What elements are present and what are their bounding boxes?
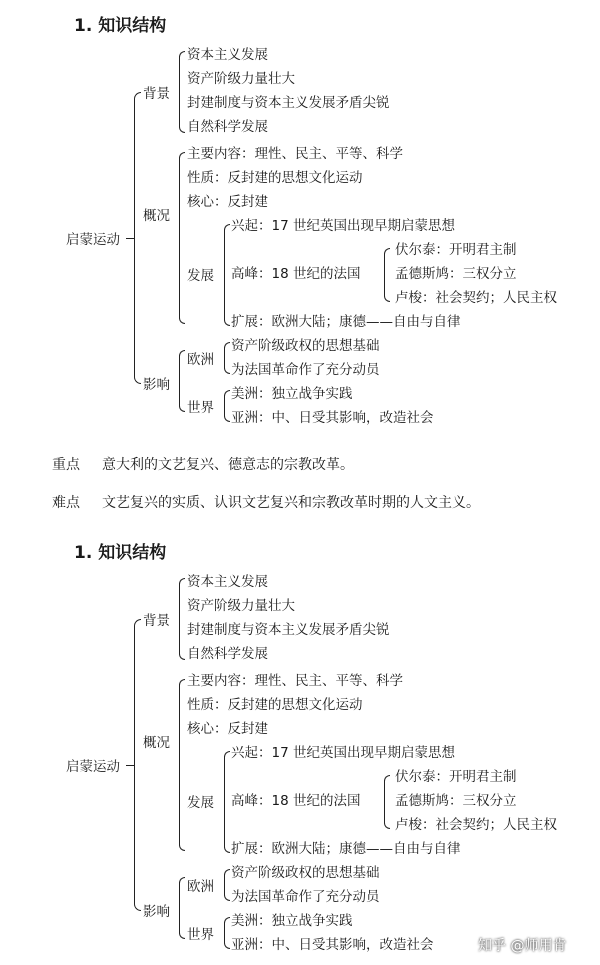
influence-brace bbox=[179, 350, 185, 412]
world-item: 美洲：独立战争实践 bbox=[231, 913, 353, 929]
figures-brace bbox=[384, 775, 390, 829]
development-expansion: 扩展：欧洲大陆；康德——自由与自律 bbox=[231, 314, 461, 330]
world-label: 世界 bbox=[187, 927, 214, 943]
thinker-item: 孟德斯鸠：三权分立 bbox=[395, 793, 517, 809]
section-heading: 1. 知识结构 bbox=[74, 543, 167, 563]
difficult-point-text: 文艺复兴的实质、认识文艺复兴和宗教改革时期的人文主义。 bbox=[102, 495, 480, 511]
overview-item: 性质：反封建的思想文化运动 bbox=[187, 697, 363, 713]
background-label: 背景 bbox=[143, 613, 170, 629]
development-rise: 兴起：17 世纪英国出现早期启蒙思想 bbox=[231, 745, 455, 761]
overview-brace bbox=[179, 679, 185, 851]
background-item: 封建制度与资本主义发展矛盾尖锐 bbox=[187, 95, 390, 111]
figures-brace bbox=[384, 248, 390, 302]
watermark: 知乎 @师用肯 bbox=[478, 938, 567, 954]
thinker-item: 伏尔泰：开明君主制 bbox=[395, 242, 517, 258]
background-item: 自然科学发展 bbox=[187, 119, 268, 135]
root-brace bbox=[134, 92, 141, 384]
overview-item: 主要内容：理性、民主、平等、科学 bbox=[187, 673, 403, 689]
influence-brace bbox=[179, 877, 185, 939]
europe-item: 为法国革命作了充分动员 bbox=[231, 889, 380, 905]
europe-label: 欧洲 bbox=[187, 879, 214, 895]
development-peak: 高峰：18 世纪的法国 bbox=[231, 266, 361, 282]
world-item: 亚洲：中、日受其影响，改造社会 bbox=[231, 937, 434, 953]
development-expansion: 扩展：欧洲大陆；康德——自由与自律 bbox=[231, 841, 461, 857]
root-brace-cusp bbox=[126, 765, 135, 766]
world-item: 美洲：独立战争实践 bbox=[231, 386, 353, 402]
influence-label: 影响 bbox=[143, 904, 170, 920]
background-item: 资本主义发展 bbox=[187, 47, 268, 63]
overview-item: 核心：反封建 bbox=[187, 194, 268, 210]
background-item: 自然科学发展 bbox=[187, 646, 268, 662]
background-item: 封建制度与资本主义发展矛盾尖锐 bbox=[187, 622, 390, 638]
development-brace bbox=[224, 224, 230, 326]
root-brace bbox=[134, 619, 141, 911]
key-point-text: 意大利的文艺复兴、德意志的宗教改革。 bbox=[102, 457, 354, 473]
overview-brace bbox=[179, 152, 185, 324]
europe-brace bbox=[224, 869, 230, 901]
development-label: 发展 bbox=[187, 268, 214, 284]
root-label: 启蒙运动 bbox=[66, 232, 120, 248]
background-brace bbox=[179, 51, 185, 133]
development-label: 发展 bbox=[187, 795, 214, 811]
influence-label: 影响 bbox=[143, 377, 170, 393]
overview-label: 概况 bbox=[143, 735, 170, 751]
world-brace bbox=[224, 917, 230, 949]
world-brace bbox=[224, 390, 230, 422]
development-peak: 高峰：18 世纪的法国 bbox=[231, 793, 361, 809]
thinker-item: 卢梭：社会契约；人民主权 bbox=[395, 290, 557, 306]
europe-brace bbox=[224, 342, 230, 374]
world-label: 世界 bbox=[187, 400, 214, 416]
europe-item: 资产阶级政权的思想基础 bbox=[231, 338, 380, 354]
background-brace bbox=[179, 578, 185, 660]
root-brace-cusp bbox=[126, 238, 135, 239]
thinker-item: 卢梭：社会契约；人民主权 bbox=[395, 817, 557, 833]
difficult-point-label: 难点 bbox=[52, 495, 80, 511]
thinker-item: 孟德斯鸠：三权分立 bbox=[395, 266, 517, 282]
development-rise: 兴起：17 世纪英国出现早期启蒙思想 bbox=[231, 218, 455, 234]
root-label: 启蒙运动 bbox=[66, 759, 120, 775]
thinker-item: 伏尔泰：开明君主制 bbox=[395, 769, 517, 785]
background-item: 资产阶级力量壮大 bbox=[187, 598, 295, 614]
overview-item: 核心：反封建 bbox=[187, 721, 268, 737]
section-heading: 1. 知识结构 bbox=[74, 16, 167, 36]
world-item: 亚洲：中、日受其影响，改造社会 bbox=[231, 410, 434, 426]
europe-item: 资产阶级政权的思想基础 bbox=[231, 865, 380, 881]
development-brace bbox=[224, 751, 230, 853]
overview-label: 概况 bbox=[143, 208, 170, 224]
background-label: 背景 bbox=[143, 86, 170, 102]
overview-item: 主要内容：理性、民主、平等、科学 bbox=[187, 146, 403, 162]
key-point-label: 重点 bbox=[52, 457, 80, 473]
background-item: 资产阶级力量壮大 bbox=[187, 71, 295, 87]
overview-item: 性质：反封建的思想文化运动 bbox=[187, 170, 363, 186]
background-item: 资本主义发展 bbox=[187, 574, 268, 590]
europe-label: 欧洲 bbox=[187, 352, 214, 368]
europe-item: 为法国革命作了充分动员 bbox=[231, 362, 380, 378]
